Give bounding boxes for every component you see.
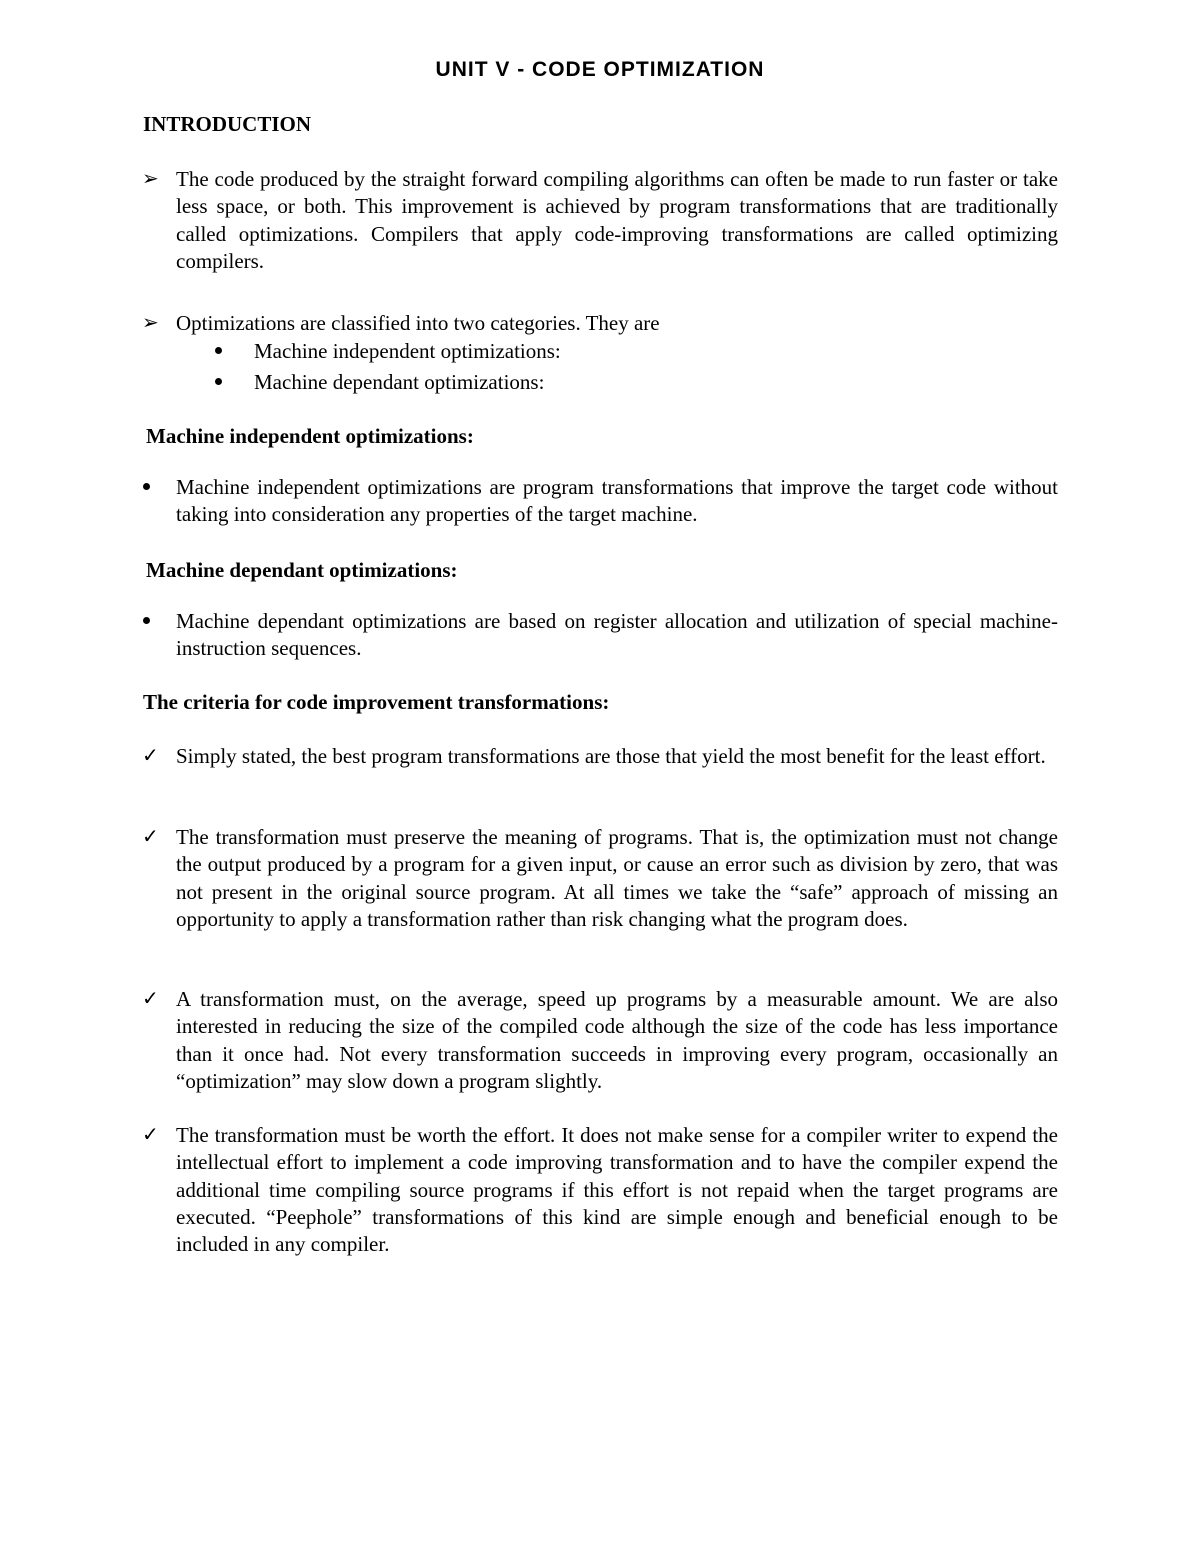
criteria-item-4: The transformation must be worth the effort. It does not make sense for a compiler writer to expend the intellectual effort to implement a code improving transformation and to have the compiler expend the additional time compiling source programs if this effort is not repaid when the target programs are executed. “Peephole” transformations of this kind are simple enough and beneficial enough to be included in any compiler. [176,1123,1058,1257]
criteria-heading: The criteria for code improvement transformations: [143,690,610,714]
machine-independent-heading: Machine independent optimizations: [146,424,474,448]
bullet-icon [215,378,222,385]
criteria-item-1: Simply stated, the best program transformations are those that yield the most benefit for the least effort. [176,744,1046,768]
checkmark-icon: ✓ [142,826,159,848]
criteria-item-3: A transformation must, on the average, speed up programs by a measurable amount. We are also interested in reducing the size of the compiled code although the size of the code has less importance than it once had. Not every transformation succeeds in improving every program, occasionally an “optimization” may slow down a program slightly. [176,987,1058,1093]
bullet-icon [143,483,150,490]
arrow-bullet-icon: ➢ [142,312,159,334]
category-item-independent: Machine independent optimizations: [254,339,561,363]
machine-independent-text: Machine independent optimizations are program transformations that improve the target code without taking into consideration any properties of the target machine. [176,475,1058,527]
page-title: UNIT V - CODE OPTIMIZATION [435,58,765,81]
machine-dependant-heading: Machine dependant optimizations: [146,558,458,582]
intro-paragraph-1: The code produced by the straight forward compiling algorithms can often be made to run faster or take less space, or both. This improvement is achieved by program transformations that are traditionally called optimizations. Compilers that apply code-improving transformations are called optimizing compilers. [176,167,1058,273]
arrow-bullet-icon: ➢ [142,168,159,190]
checkmark-icon: ✓ [142,1124,159,1146]
criteria-item-2: The transformation must preserve the meaning of programs. That is, the optimization must not change the output produced by a program for a given input, or cause an error such as division by zero, that was not present in the original source program. At all times we take the “safe” approach of missing an opportunity to apply a transformation rather than risk changing what the program does. [176,825,1058,931]
intro-paragraph-2: Optimizations are classified into two categories. They are [176,311,660,335]
checkmark-icon: ✓ [142,745,159,767]
category-item-dependant: Machine dependant optimizations: [254,370,545,394]
machine-dependant-text: Machine dependant optimizations are based on register allocation and utilization of special machine-instruction sequences. [176,609,1058,661]
bullet-icon [215,347,222,354]
checkmark-icon: ✓ [142,988,159,1010]
bullet-icon [143,617,150,624]
introduction-heading: INTRODUCTION [143,112,312,136]
